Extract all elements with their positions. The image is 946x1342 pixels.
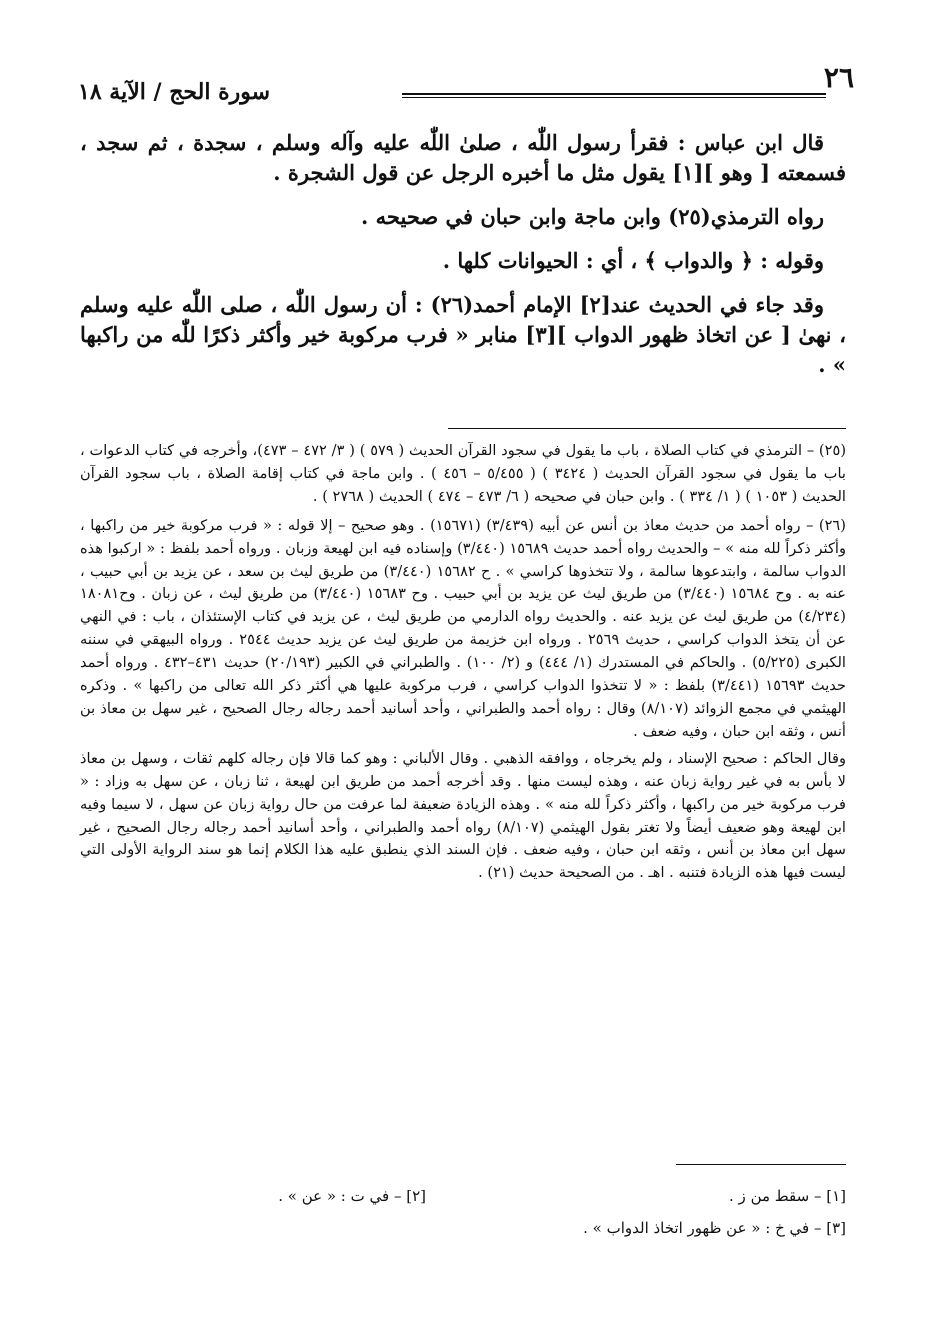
footnote-26-continuation: وقال الحاكم : صحيح الإسناد ، ولم يخرجاه ، ووافقه الذهبي . وقال الألباني : وهو كما قالا فإن رجاله كلهم ثقات ، وسهل بن معاذ لا بأس به في غير رواية زبان عنه ، وهذه ليست منها . وقد أخرجه أحمد من طريق ابن لهيعة ، ثنا زبان ، عن سهل به وزاد : « فرب مركوبة خير من راكبها ، وأكثر ذكراً لله منه » . وهذه الزيادة ضعيفة لما عرفت من حال رواية زبان عن سهل ، لا سيما وفيه ابن لهيعة وهو ضعيف أيضاً ولا تغتر بقول الهيثمي (٨/١٠٧) رواه أحمد والطبراني ، وأحد أسانيد أحمد رجاله رجال الصحيح ، غير سهل ابن معاذ بن أنس ، وثقه ابن حبان ، وفيه ضعف . فإن السند الذي ينطبق عليه هذا الكلام إنما هو سند الرواية الأولى التي ليست فيها هذه الزيادة فتنبه . اهـ . من الصحيحة حديث (٢١) . (80, 749, 846, 882)
paragraph-ibn-abbas: قال ابن عباس : فقرأ رسول اللّٰه ، صلىٰ اللّٰه عليه وآله وسلم ، سجدة ، ثم سجد ، فسمعته [ وهو ][١] يقول مثل ما أخبره الرجل عن قول الشجرة . (80, 130, 846, 185)
footnote-separator (448, 428, 846, 429)
footnote-26 (80, 515, 846, 886)
variant-1: [١] – سقط من ز . (729, 1187, 846, 1205)
header-rule (402, 93, 826, 95)
variant-3: [٣] – في خ : « عن ظهور اتخاذ الدواب » . (583, 1219, 846, 1237)
paragraph-ahmad-hadith: وقد جاء في الحديث عند[٢] الإمام أحمد(٢٦) : أن رسول اللّٰه ، صلى اللّٰه عليه وسلم ، نهىٰ [ عن اتخاذ ظهور الدواب ][٣] منابر « فرب مركوبة خير وأكثر ذكرًا للّٰه من راكبها » . (80, 292, 846, 377)
footnote-25-text: (٢٥) – الترمذي في كتاب الصلاة ، باب ما يقول في سجود القرآن الحديث ( ٥٧٩ ) ( ٣/ ٤٧٢ – ٤٧٣)، وأخرجه في كتاب الدعوات ، باب ما يقول في سجود القرآن الحديث ( ٣٤٢٤ ) ( ٥/٤٥٥ – ٤٥٦ ) . وابن ماجة في كتاب إقامة الصلاة ، باب سجود القرآن الحديث ( ١٠٥٣ ) ( ١/ ٣٣٤ ) . وابن حبان في صحيحه ( ٦/ ٤٧٣ – ٤٧٤ ) الحديث ( ٢٧٦٨ ) . (80, 442, 847, 505)
variants-row (80, 1180, 846, 1212)
running-title: سورة الحج / الآية ١٨ (78, 79, 271, 105)
paragraph-dawab: وقوله : ﴿ والدواب ﴾ ، أي : الحيوانات كلها . (442, 248, 824, 273)
variants-row (80, 1212, 846, 1244)
main-text (80, 128, 846, 380)
footnotes (80, 440, 846, 891)
variant-2: [٢] – في ت : « عن » . (278, 1187, 426, 1205)
page-number: ٢٦ (823, 61, 854, 94)
footnote-25 (80, 440, 846, 509)
variants-separator (676, 1164, 846, 1165)
footnote-26-text: (٢٦) – رواه أحمد من حديث معاذ بن أنس عن أبيه (٣/٤٣٩) (١٥٦٧١) . وهو صحيح – إلا قوله : « فرب مركوبة خير من راكبها ، وأكثر ذكراً لله منه » – والحديث رواه أحمد حديث ١٥٦٨٩ (٣/٤٤٠) وإسناده فيه ابن لهيعة وزبان . ورواه أحمد بلفظ : « اركبوا هذه الدواب سالمة ، وابتدعوها سالمة ، ولا تتخذوها كراسي » . ح ١٥٦٨٢ (٣/٤٤٠) من طريق ليث بن سعد ، عن يزيد بن أبي حبيب ، عنه به . وح ١٥٦٨٤ (٣/٤٤٠) من طريق ليث عن يزيد بن أبي حبيب . وح ١٥٦٨٣ (٣/٤٤٠) من طريق ليث ، عن زبان . وح١٨٠٨١ (٤/٢٣٤) من طريق ليث عن يزيد عنه . والحديث رواه الدارمي من طريق ليث ، عن يزيد في كتاب الإستئذان ، باب : في النهي عن أن يتخذ الدواب كراسي ، حديث ٢٥٦٩ . ورواه ابن خزيمة من طريق ليث عن يزيد حديث ٢٥٤٤ . ورواه البيهقي في سننه الكبرى (٥/٢٢٥) . والحاكم في المستدرك (١/ ٤٤٤) و (٢/ ١٠٠) . والطبراني في الكبير (٢٠/١٩٣) حديث ٤٣١–٤٣٢ . ورواه أحمد حديث ١٥٦٩٣ (٣/٤٤١) بلفظ : « لا تتخذوا الدواب كراسي ، فرب مركوبة عليها هي أكثر ذكر الله تعالى من راكبها » . وذكره الهيثمي في مجمع الزوائد (٨/١٠٧) وقال : رواه أحمد والطبراني ، وأحد أسانيد أحمد رجاله رجال الصحيح ، غير سهل بن معاذ بن أنس ، وثقه ابن حبان ، وفيه ضعف . (80, 516, 846, 740)
paragraph-tirmidhi: رواه الترمذي(٢٥) وابن ماجة وابن حبان في صحيحه . (361, 204, 824, 229)
manuscript-variants (80, 1180, 846, 1244)
header-rule-thin (402, 97, 826, 98)
